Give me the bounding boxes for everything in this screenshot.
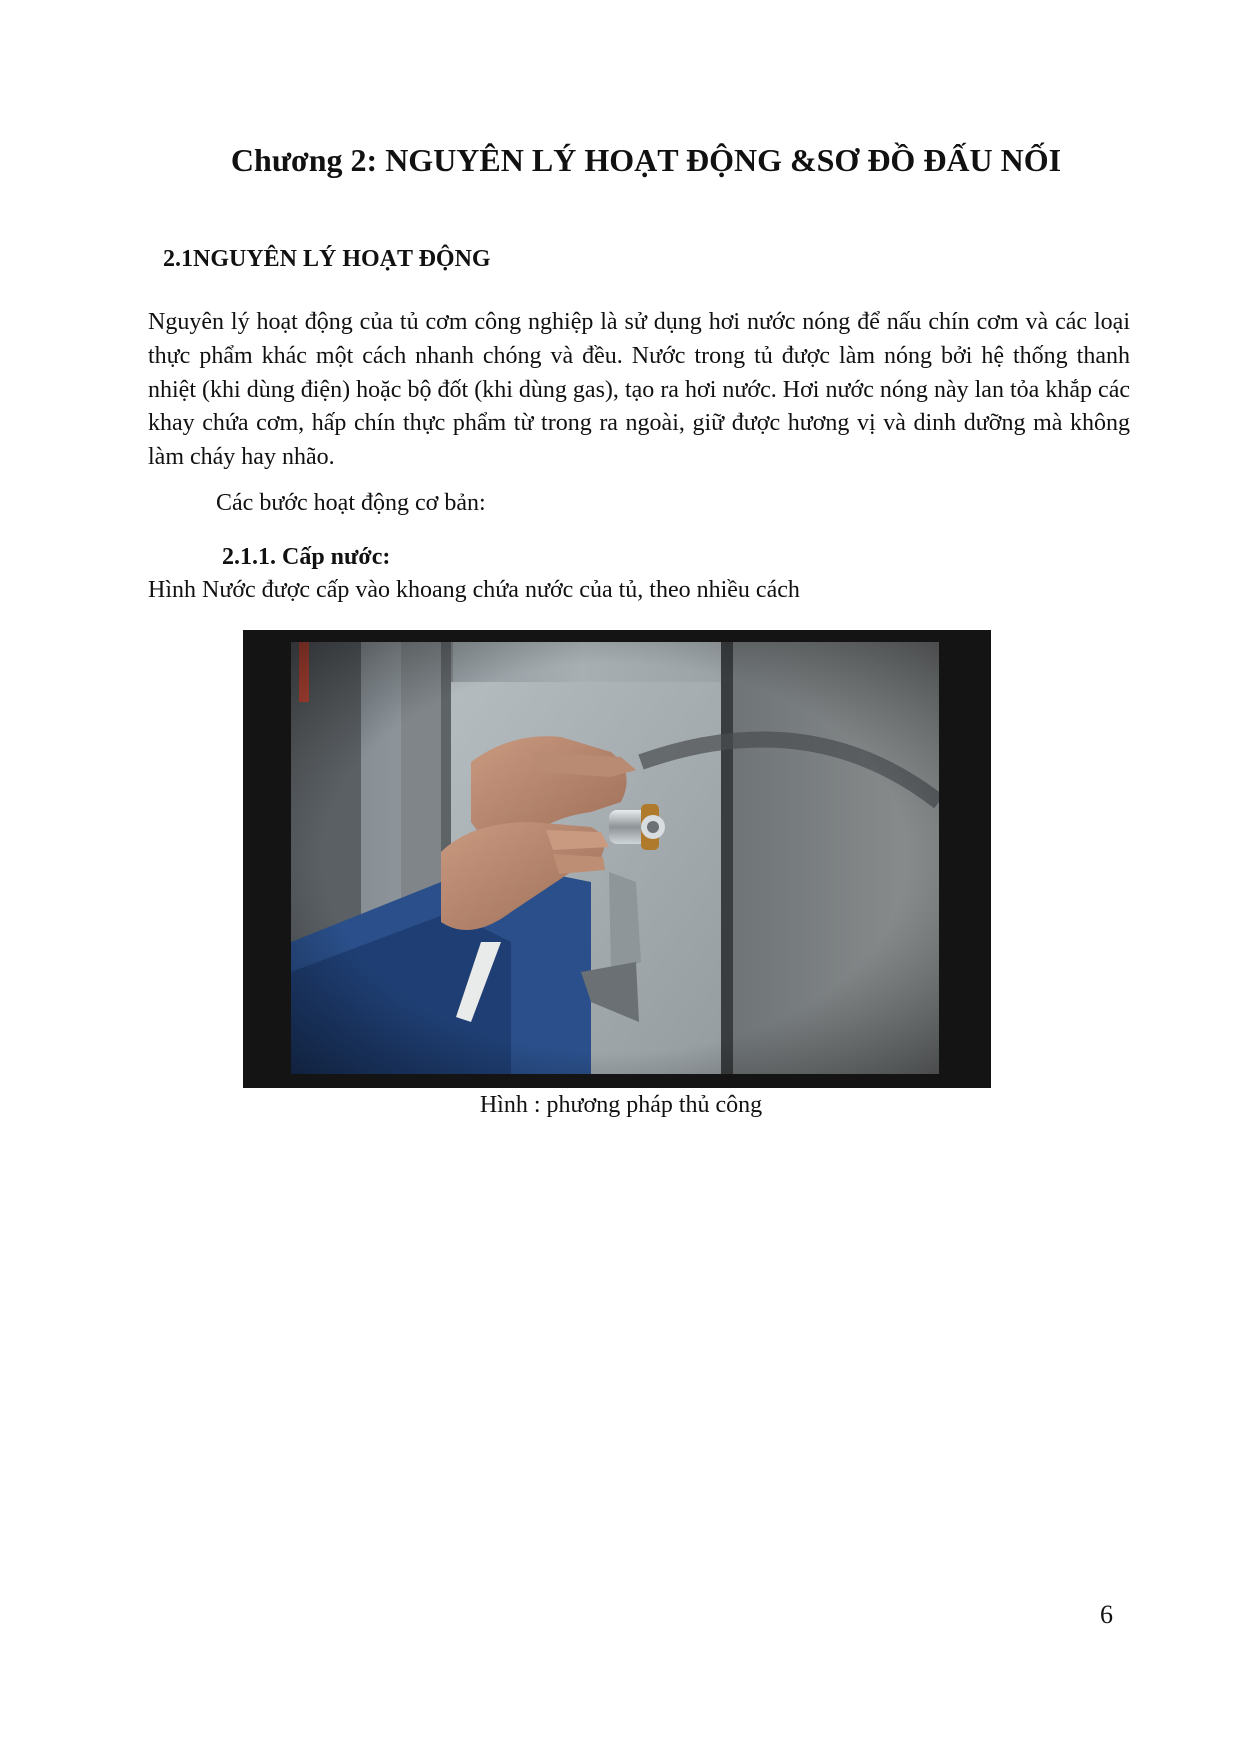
figure-photo <box>291 642 939 1074</box>
page-number: 6 <box>1100 1600 1113 1629</box>
steps-intro: Các bước hoạt động cơ bản: <box>216 490 486 516</box>
body-paragraph: Nguyên lý hoạt động của tủ cơm công nghiệp là sử dụng hơi nước nóng để nấu chín cơm và các loại thực phẩm khác một cách nhanh chóng và đều. Nước trong tủ được làm nóng bởi hệ thống thanh nhiệt (khi dùng điện) hoặc bộ đốt (khi dùng gas), tạo ra hơi nước. Hơi nước nóng này lan tỏa khắp các khay chứa cơm, hấp chín thực phẩm từ trong ra ngoài, giữ được hương vị và dinh dưỡng mà không làm cháy hay nhão. <box>148 309 1130 471</box>
figure-caption: Hình : phương pháp thủ công <box>479 1092 763 1118</box>
chapter-title: Chương 2: NGUYÊN LÝ HOẠT ĐỘNG &SƠ ĐỒ ĐẤU NỐI <box>230 142 1062 178</box>
figure-frame <box>243 630 991 1088</box>
subsection-heading: 2.1.1. Cấp nước: <box>222 544 391 570</box>
section-heading: 2.1NGUYÊN LÝ HOẠT ĐỘNG <box>163 246 491 272</box>
subsection-text: Hình Nước được cấp vào khoang chứa nước của tủ, theo nhiều cách <box>148 577 800 603</box>
